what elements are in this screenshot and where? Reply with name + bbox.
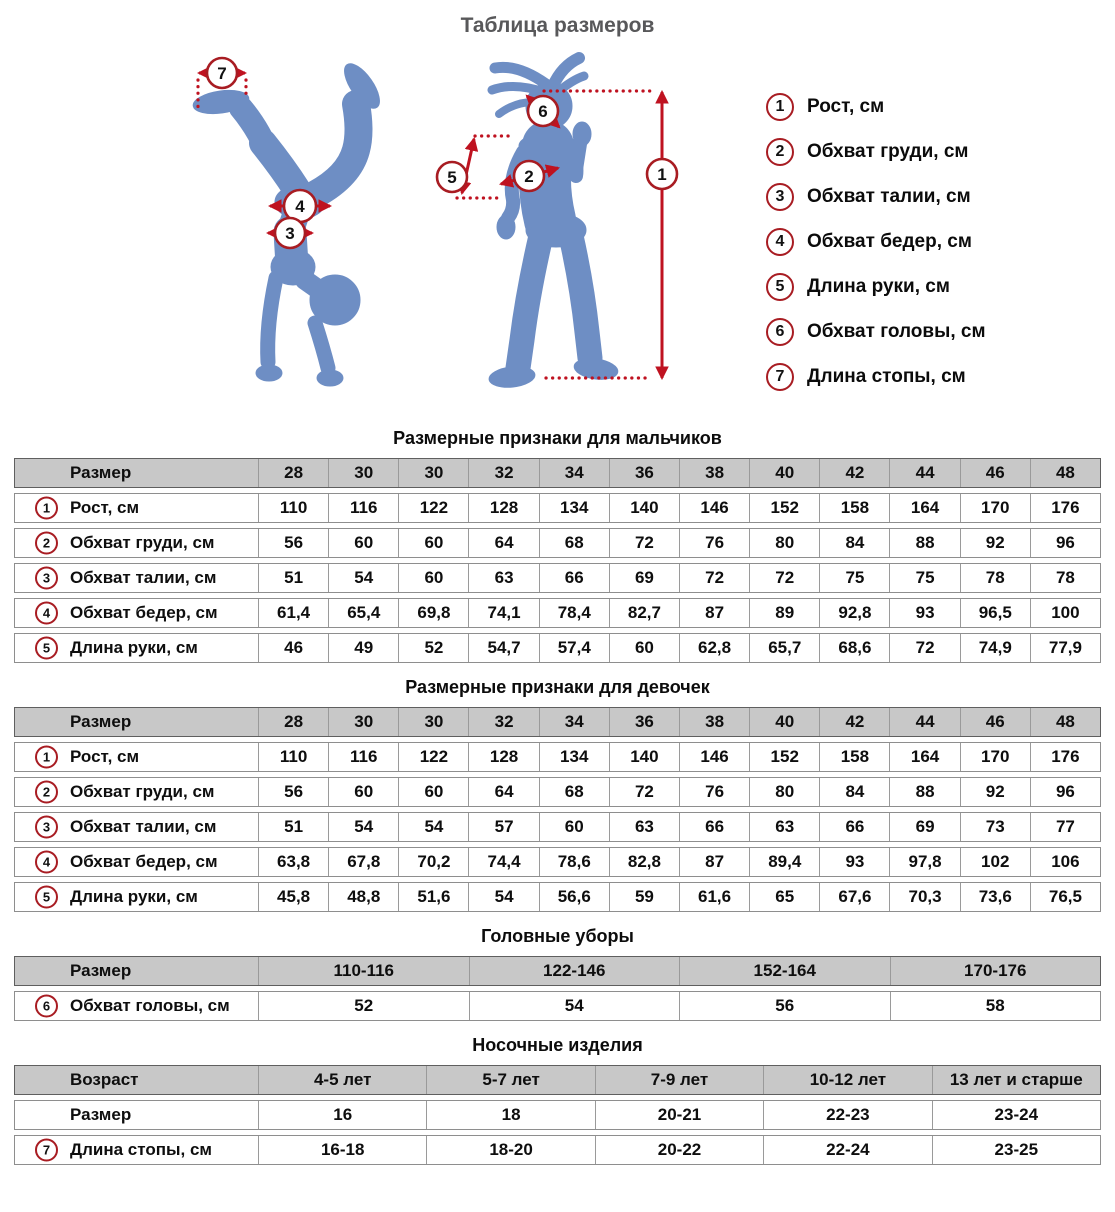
value-cell: 51 — [258, 813, 328, 841]
legend-num-2: 2 — [766, 138, 794, 166]
row-label — [15, 529, 258, 557]
row-label-text: Размер — [70, 1105, 132, 1124]
value-cell: 87 — [679, 848, 749, 876]
row-number-badge: 7 — [35, 1139, 58, 1162]
value-cell: 57,4 — [539, 634, 609, 662]
value-cell: 16 — [258, 1101, 426, 1129]
row-label-text: Размер — [70, 712, 132, 731]
value-cell: 60 — [398, 529, 468, 557]
size-header-cell: 5-7 лет — [426, 1066, 594, 1094]
value-cell: 48,8 — [328, 883, 398, 911]
size-header-cell: 30 — [328, 459, 398, 487]
value-cell: 146 — [679, 743, 749, 771]
value-cell: 64 — [468, 778, 538, 806]
size-header-cell: 32 — [468, 459, 538, 487]
value-cell: 170 — [960, 494, 1030, 522]
value-cell: 60 — [609, 634, 679, 662]
value-cell: 66 — [539, 564, 609, 592]
value-cell: 78 — [1030, 564, 1100, 592]
value-cell: 57 — [468, 813, 538, 841]
value-cell: 73 — [960, 813, 1030, 841]
value-cell: 56 — [258, 778, 328, 806]
value-cell: 74,9 — [960, 634, 1030, 662]
value-cell: 56,6 — [539, 883, 609, 911]
value-cell: 68,6 — [819, 634, 889, 662]
value-cell: 74,1 — [468, 599, 538, 627]
value-cell: 88 — [889, 778, 959, 806]
value-cell: 84 — [819, 529, 889, 557]
value-cell: 116 — [328, 743, 398, 771]
size-header-cell: 44 — [889, 459, 959, 487]
size-header-cell: 28 — [258, 708, 328, 736]
value-cell: 70,2 — [398, 848, 468, 876]
value-cell: 116 — [328, 494, 398, 522]
headwear-header-row — [14, 956, 1101, 986]
legend-label-1: Рост, см — [807, 96, 885, 117]
legend-num-7: 7 — [766, 363, 794, 391]
legend-num-3: 3 — [766, 183, 794, 211]
boys-data-row — [14, 598, 1101, 628]
row-label-text: Обхват талии, см — [70, 817, 217, 836]
value-cell: 72 — [889, 634, 959, 662]
value-cell: 22-23 — [763, 1101, 931, 1129]
size-header-cell: 38 — [679, 708, 749, 736]
value-cell: 152 — [749, 743, 819, 771]
value-cell: 82,8 — [609, 848, 679, 876]
value-cell: 97,8 — [889, 848, 959, 876]
size-header-cell: 122-146 — [469, 957, 680, 985]
value-cell: 93 — [819, 848, 889, 876]
row-label-text: Рост, см — [70, 498, 140, 517]
value-cell: 68 — [539, 778, 609, 806]
value-cell: 70,3 — [889, 883, 959, 911]
size-header-cell: 46 — [960, 459, 1030, 487]
value-cell: 92,8 — [819, 599, 889, 627]
row-label — [15, 564, 258, 592]
row-label — [15, 848, 258, 876]
value-cell: 68 — [539, 529, 609, 557]
legend-label-4: Обхват бедер, см — [807, 231, 972, 252]
value-cell: 60 — [398, 778, 468, 806]
legend-item-chest — [766, 138, 986, 166]
value-cell: 56 — [679, 992, 890, 1020]
legend-num-1: 1 — [766, 93, 794, 121]
legend-item-height — [766, 93, 986, 121]
measurement-legend — [766, 93, 986, 408]
size-header-cell: 28 — [258, 459, 328, 487]
row-number-badge: 6 — [35, 995, 58, 1018]
value-cell: 78,4 — [539, 599, 609, 627]
value-cell: 80 — [749, 529, 819, 557]
legend-label-6: Обхват головы, см — [807, 321, 986, 342]
value-cell: 66 — [679, 813, 749, 841]
measurement-figures-svg — [0, 40, 740, 402]
size-header-cell: 34 — [539, 459, 609, 487]
row-label-text: Длина стопы, см — [70, 1140, 213, 1159]
value-cell: 96 — [1030, 529, 1100, 557]
marker-2 — [514, 161, 544, 191]
value-cell: 18 — [426, 1101, 594, 1129]
value-cell: 176 — [1030, 494, 1100, 522]
value-cell: 76,5 — [1030, 883, 1100, 911]
value-cell: 67,6 — [819, 883, 889, 911]
girls-header-label — [15, 708, 258, 736]
value-cell: 54 — [328, 813, 398, 841]
girls-table-title: Размерные признаки для девочек — [405, 677, 710, 697]
row-label — [15, 599, 258, 627]
value-cell: 69,8 — [398, 599, 468, 627]
value-cell: 128 — [468, 494, 538, 522]
size-header-cell: 30 — [398, 459, 468, 487]
value-cell: 56 — [258, 529, 328, 557]
value-cell: 72 — [609, 529, 679, 557]
value-cell: 61,6 — [679, 883, 749, 911]
value-cell: 60 — [328, 778, 398, 806]
value-cell: 54 — [398, 813, 468, 841]
value-cell: 74,4 — [468, 848, 538, 876]
row-number-badge: 1 — [35, 497, 58, 520]
legend-label-5: Длина руки, см — [807, 276, 950, 297]
size-header-cell: 7-9 лет — [595, 1066, 763, 1094]
value-cell: 128 — [468, 743, 538, 771]
value-cell: 100 — [1030, 599, 1100, 627]
size-header-cell: 42 — [819, 708, 889, 736]
row-label-text: Обхват груди, см — [70, 782, 215, 801]
value-cell: 140 — [609, 743, 679, 771]
row-label-text: Длина руки, см — [70, 638, 198, 657]
value-cell: 69 — [889, 813, 959, 841]
value-cell: 65,4 — [328, 599, 398, 627]
value-cell: 65,7 — [749, 634, 819, 662]
value-cell: 52 — [398, 634, 468, 662]
marker-5 — [437, 162, 467, 192]
value-cell: 170 — [960, 743, 1030, 771]
legend-item-foot — [766, 363, 986, 391]
value-cell: 78,6 — [539, 848, 609, 876]
size-header-cell: 152-164 — [679, 957, 890, 985]
value-cell: 63 — [609, 813, 679, 841]
socks-header-row — [14, 1065, 1101, 1095]
girls-size-table — [14, 707, 1101, 912]
size-header-cell: 40 — [749, 708, 819, 736]
svg-text:3: 3 — [285, 224, 295, 243]
size-header-cell: 10-12 лет — [763, 1066, 931, 1094]
marker-6 — [528, 96, 558, 126]
value-cell: 80 — [749, 778, 819, 806]
row-label — [15, 1101, 258, 1129]
girls-data-row — [14, 882, 1101, 912]
girls-data-row — [14, 847, 1101, 877]
boys-header-label — [15, 459, 258, 487]
row-label-text: Размер — [70, 961, 132, 980]
row-label — [15, 494, 258, 522]
value-cell: 59 — [609, 883, 679, 911]
row-label-text: Рост, см — [70, 747, 140, 766]
boys-data-row — [14, 528, 1101, 558]
row-label-text: Обхват бедер, см — [70, 852, 218, 871]
row-number-badge: 4 — [35, 851, 58, 874]
headwear-table-title: Головные уборы — [481, 926, 634, 946]
value-cell: 16-18 — [258, 1136, 426, 1164]
value-cell: 20-21 — [595, 1101, 763, 1129]
socks-table-title: Носочные изделия — [472, 1035, 643, 1055]
value-cell: 23-24 — [932, 1101, 1100, 1129]
value-cell: 134 — [539, 494, 609, 522]
size-header-cell: 48 — [1030, 708, 1100, 736]
row-label-text: Возраст — [70, 1070, 139, 1089]
row-label — [15, 634, 258, 662]
row-number-badge: 5 — [35, 637, 58, 660]
value-cell: 72 — [679, 564, 749, 592]
value-cell: 89,4 — [749, 848, 819, 876]
size-header-cell: 32 — [468, 708, 538, 736]
value-cell: 89 — [749, 599, 819, 627]
value-cell: 66 — [819, 813, 889, 841]
value-cell: 54 — [328, 564, 398, 592]
value-cell: 60 — [328, 529, 398, 557]
value-cell: 122 — [398, 743, 468, 771]
value-cell: 164 — [889, 494, 959, 522]
value-cell: 110 — [258, 743, 328, 771]
svg-text:6: 6 — [538, 102, 548, 121]
row-label — [15, 743, 258, 771]
size-header-cell: 48 — [1030, 459, 1100, 487]
value-cell: 60 — [539, 813, 609, 841]
size-header-cell: 110-116 — [258, 957, 469, 985]
girls-data-row — [14, 812, 1101, 842]
value-cell: 75 — [889, 564, 959, 592]
value-cell: 54,7 — [468, 634, 538, 662]
socks-data-row — [14, 1100, 1101, 1130]
value-cell: 64 — [468, 529, 538, 557]
value-cell: 92 — [960, 778, 1030, 806]
value-cell: 110 — [258, 494, 328, 522]
socks-data-row — [14, 1135, 1101, 1165]
row-number-badge: 2 — [35, 781, 58, 804]
value-cell: 65 — [749, 883, 819, 911]
value-cell: 46 — [258, 634, 328, 662]
size-header-cell: 44 — [889, 708, 959, 736]
row-label-text: Обхват бедер, см — [70, 603, 218, 622]
value-cell: 67,8 — [328, 848, 398, 876]
row-label — [15, 813, 258, 841]
headwear-header-label — [15, 957, 258, 985]
size-header-cell: 36 — [609, 459, 679, 487]
value-cell: 60 — [398, 564, 468, 592]
value-cell: 22-24 — [763, 1136, 931, 1164]
legend-item-hips — [766, 228, 986, 256]
value-cell: 51,6 — [398, 883, 468, 911]
value-cell: 51 — [258, 564, 328, 592]
svg-text:4: 4 — [295, 197, 305, 216]
value-cell: 72 — [609, 778, 679, 806]
row-label — [15, 883, 258, 911]
legend-item-arm — [766, 273, 986, 301]
legend-item-waist — [766, 183, 986, 211]
value-cell: 158 — [819, 494, 889, 522]
size-header-cell: 13 лет и старше — [932, 1066, 1100, 1094]
value-cell: 54 — [468, 883, 538, 911]
value-cell: 72 — [749, 564, 819, 592]
socks-size-table — [14, 1065, 1101, 1165]
row-label — [15, 1136, 258, 1164]
size-header-cell: 46 — [960, 708, 1030, 736]
value-cell: 23-25 — [932, 1136, 1100, 1164]
value-cell: 63 — [468, 564, 538, 592]
value-cell: 82,7 — [609, 599, 679, 627]
size-header-cell: 170-176 — [890, 957, 1101, 985]
row-label — [15, 992, 258, 1020]
row-number-badge: 1 — [35, 746, 58, 769]
value-cell: 84 — [819, 778, 889, 806]
value-cell: 92 — [960, 529, 1030, 557]
value-cell: 122 — [398, 494, 468, 522]
value-cell: 93 — [889, 599, 959, 627]
value-cell: 78 — [960, 564, 1030, 592]
row-label-text: Длина руки, см — [70, 887, 198, 906]
value-cell: 49 — [328, 634, 398, 662]
value-cell: 140 — [609, 494, 679, 522]
value-cell: 52 — [258, 992, 469, 1020]
legend-label-3: Обхват талии, см — [807, 186, 971, 207]
value-cell: 62,8 — [679, 634, 749, 662]
row-number-badge: 4 — [35, 602, 58, 625]
row-number-badge: 3 — [35, 567, 58, 590]
size-header-cell: 36 — [609, 708, 679, 736]
girls-data-row — [14, 777, 1101, 807]
size-header-cell: 40 — [749, 459, 819, 487]
value-cell: 58 — [890, 992, 1101, 1020]
value-cell: 63 — [749, 813, 819, 841]
row-label-text: Обхват талии, см — [70, 568, 217, 587]
size-header-cell: 30 — [328, 708, 398, 736]
svg-text:7: 7 — [217, 64, 227, 83]
size-header-cell: 4-5 лет — [258, 1066, 426, 1094]
marker-3 — [275, 218, 305, 248]
row-number-badge: 3 — [35, 816, 58, 839]
size-guide-figures — [0, 40, 1115, 418]
row-label-text: Обхват головы, см — [70, 996, 230, 1015]
row-label — [15, 778, 258, 806]
headwear-data-row — [14, 991, 1101, 1021]
row-label-text: Размер — [70, 463, 132, 482]
size-header-cell: 42 — [819, 459, 889, 487]
boys-data-row — [14, 633, 1101, 663]
legend-item-head — [766, 318, 986, 346]
value-cell: 69 — [609, 564, 679, 592]
value-cell: 73,6 — [960, 883, 1030, 911]
girls-header-row — [14, 707, 1101, 737]
value-cell: 77 — [1030, 813, 1100, 841]
value-cell: 134 — [539, 743, 609, 771]
socks-header-label — [15, 1066, 258, 1094]
value-cell: 146 — [679, 494, 749, 522]
value-cell: 54 — [469, 992, 680, 1020]
value-cell: 20-22 — [595, 1136, 763, 1164]
value-cell: 152 — [749, 494, 819, 522]
svg-text:1: 1 — [657, 165, 667, 184]
value-cell: 96,5 — [960, 599, 1030, 627]
value-cell: 63,8 — [258, 848, 328, 876]
headwear-size-table — [14, 956, 1101, 1021]
legend-num-4: 4 — [766, 228, 794, 256]
girls-data-row — [14, 742, 1101, 772]
value-cell: 87 — [679, 599, 749, 627]
value-cell: 76 — [679, 778, 749, 806]
legend-num-5: 5 — [766, 273, 794, 301]
size-header-cell: 30 — [398, 708, 468, 736]
svg-text:5: 5 — [447, 168, 457, 187]
boys-table-title: Размерные признаки для мальчиков — [393, 428, 722, 448]
value-cell: 106 — [1030, 848, 1100, 876]
row-label-text: Обхват груди, см — [70, 533, 215, 552]
legend-num-6: 6 — [766, 318, 794, 346]
value-cell: 102 — [960, 848, 1030, 876]
value-cell: 61,4 — [258, 599, 328, 627]
legend-label-7: Длина стопы, см — [807, 366, 966, 387]
boys-size-table — [14, 458, 1101, 663]
value-cell: 164 — [889, 743, 959, 771]
boys-header-row — [14, 458, 1101, 488]
svg-text:2: 2 — [524, 167, 534, 186]
value-cell: 77,9 — [1030, 634, 1100, 662]
row-number-badge: 5 — [35, 886, 58, 909]
value-cell: 18-20 — [426, 1136, 594, 1164]
marker-1 — [647, 159, 677, 189]
value-cell: 88 — [889, 529, 959, 557]
value-cell: 75 — [819, 564, 889, 592]
value-cell: 76 — [679, 529, 749, 557]
legend-label-2: Обхват груди, см — [807, 141, 969, 162]
size-header-cell: 38 — [679, 459, 749, 487]
value-cell: 158 — [819, 743, 889, 771]
value-cell: 96 — [1030, 778, 1100, 806]
boys-data-row — [14, 563, 1101, 593]
marker-7 — [207, 58, 237, 88]
boys-data-row — [14, 493, 1101, 523]
page-title: Таблица размеров — [460, 14, 655, 37]
value-cell: 45,8 — [258, 883, 328, 911]
row-number-badge: 2 — [35, 532, 58, 555]
value-cell: 176 — [1030, 743, 1100, 771]
size-header-cell: 34 — [539, 708, 609, 736]
